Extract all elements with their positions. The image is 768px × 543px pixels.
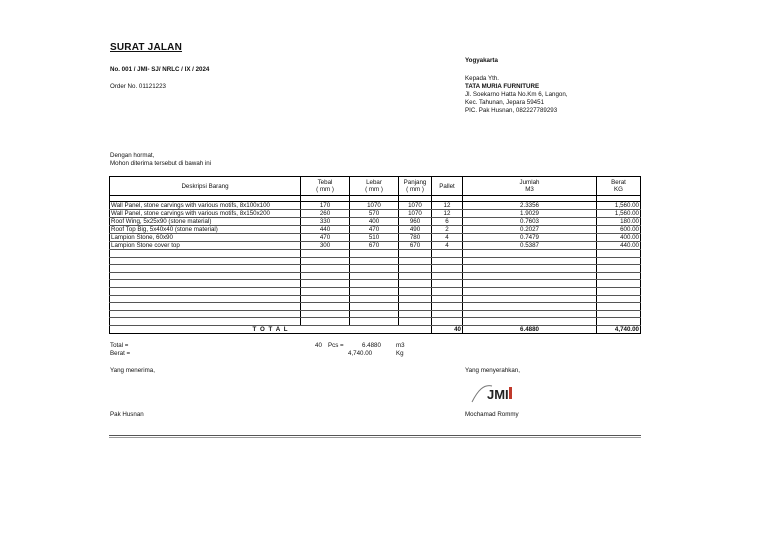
table-empty-row <box>110 318 641 326</box>
cell-lebar: 470 <box>350 226 399 234</box>
recipient-address-line-1: Jl. Soekarno Hatta No.Km 6, Langon, <box>465 91 568 98</box>
cell-description: Lampion Stone cover top <box>110 242 301 250</box>
header-description: Deskripsi Barang <box>110 177 301 196</box>
summary-total-label: Total = <box>110 342 129 349</box>
table-row <box>110 210 641 218</box>
cell-jumlah: 1.9029 <box>463 210 597 218</box>
recipient-address-line-2: Kec. Tahunan, Jepara 59451 <box>465 99 545 106</box>
salutation: Dengan hormat, <box>110 152 155 159</box>
table-row <box>110 218 641 226</box>
cell-tebal: 170 <box>301 202 350 210</box>
cell-pallet: 2 <box>432 226 463 234</box>
document-number: No. 001 / JMI- SJ/ NRLC / IX / 2024 <box>110 66 210 73</box>
greeting-block <box>110 152 211 168</box>
summary-berat-value: 4,740.00 <box>348 350 373 357</box>
cell-berat: 1,560.00 <box>597 202 641 210</box>
cell-pallet: 12 <box>432 210 463 218</box>
summary-labels <box>110 342 130 358</box>
intro-text: Mohon diterima tersebut di bawah ini <box>110 160 212 167</box>
table-empty-row <box>110 295 641 303</box>
cell-description: Lampion Stone, 60x90 <box>110 234 301 242</box>
city: Yogyakarta <box>465 57 498 64</box>
cell-panjang: 1070 <box>399 202 432 210</box>
cell-tebal: 470 <box>301 234 350 242</box>
table-empty-row <box>110 272 641 280</box>
header-panjang: Panjang ( mm ) <box>399 177 432 196</box>
table-empty-row <box>110 310 641 318</box>
header-pallet: Pallet <box>432 177 463 196</box>
cell-jumlah: 0.7479 <box>463 234 597 242</box>
cell-berat: 440.00 <box>597 242 641 250</box>
recipient-greeting: Kepada Yth. <box>465 75 499 82</box>
cell-lebar: 670 <box>350 242 399 250</box>
header-lebar: Lebar ( mm ) <box>350 177 399 196</box>
table-empty-row <box>110 257 641 265</box>
cell-jumlah: 0.7603 <box>463 218 597 226</box>
cell-jumlah: 2.3356 <box>463 202 597 210</box>
cell-tebal: 330 <box>301 218 350 226</box>
cell-pallet: 12 <box>432 202 463 210</box>
cell-panjang: 1070 <box>399 210 432 218</box>
cell-jumlah: 0.5387 <box>463 242 597 250</box>
table-row <box>110 226 641 234</box>
cell-lebar: 570 <box>350 210 399 218</box>
recipient-pic: PIC. Pak Husnan, 082227789293 <box>465 107 558 114</box>
items-table <box>109 176 641 334</box>
receiver-name: Pak Husnan <box>110 411 144 418</box>
cell-lebar: 510 <box>350 234 399 242</box>
footer-rule-secondary <box>109 437 641 438</box>
table-empty-row <box>110 303 641 311</box>
sender-label: Yang menyerahkan, <box>465 367 520 374</box>
cell-panjang: 780 <box>399 234 432 242</box>
cell-panjang: 490 <box>399 226 432 234</box>
cell-berat: 1,560.00 <box>597 210 641 218</box>
recipient-block <box>465 75 568 115</box>
cell-tebal: 260 <box>301 210 350 218</box>
table-empty-row <box>110 287 641 295</box>
cell-jumlah: 0.2027 <box>463 226 597 234</box>
summary-pcs-label: Pcs = <box>328 342 344 349</box>
cell-panjang: 960 <box>399 218 432 226</box>
cell-lebar: 400 <box>350 218 399 226</box>
cell-berat: 600.00 <box>597 226 641 234</box>
total-label: T O T A L <box>110 325 432 333</box>
cell-description: Roof Top Big, 5x40x40 (stone material) <box>110 226 301 234</box>
summary-m3-value: 6.4880 <box>362 342 381 349</box>
footer-rule <box>109 435 641 436</box>
total-pallet: 40 <box>432 325 463 333</box>
cell-description: Wall Panel, stone carvings with various motifs, 8x100x100 <box>110 202 301 210</box>
total-jumlah: 6.4880 <box>463 325 597 333</box>
document-title: SURAT JALAN <box>110 42 183 53</box>
summary-m3-unit: m3 <box>396 342 405 349</box>
sender-name: Mochamad Rommy <box>465 411 519 418</box>
cell-tebal: 440 <box>301 226 350 234</box>
cell-description: Wall Panel, stone carvings with various motifs, 8x150x200 <box>110 210 301 218</box>
header-berat: Berat KG <box>597 177 641 196</box>
table-empty-row <box>110 250 641 258</box>
header-jumlah: Jumlah M3 <box>463 177 597 196</box>
table-row <box>110 202 641 210</box>
total-berat: 4,740.00 <box>597 325 641 333</box>
cell-pallet: 6 <box>432 218 463 226</box>
cell-berat: 400.00 <box>597 234 641 242</box>
table-header-row <box>110 177 641 196</box>
logo-text: JMI <box>487 387 509 402</box>
table-empty-row <box>110 280 641 288</box>
company-logo <box>470 380 518 406</box>
cell-description: Roof Wing, 5x25x90 (stone material) <box>110 218 301 226</box>
cell-panjang: 670 <box>399 242 432 250</box>
table-empty-row <box>110 265 641 273</box>
table-row <box>110 234 641 242</box>
cell-berat: 180.00 <box>597 218 641 226</box>
cell-lebar: 1070 <box>350 202 399 210</box>
table-total-row <box>110 325 641 333</box>
recipient-company: TATA MURIA FURNITURE <box>465 83 540 90</box>
summary-berat-unit: Kg <box>396 350 404 357</box>
cell-pallet: 4 <box>432 242 463 250</box>
receiver-label: Yang menerima, <box>110 367 155 374</box>
summary-total-value: 40 <box>315 342 322 349</box>
cell-tebal: 300 <box>301 242 350 250</box>
header-tebal: Tebal ( mm ) <box>301 177 350 196</box>
order-number: Order No. 01121223 <box>110 83 166 90</box>
summary-values <box>315 342 425 360</box>
summary-berat-label: Berat = <box>110 350 131 357</box>
table-row <box>110 242 641 250</box>
cell-pallet: 4 <box>432 234 463 242</box>
